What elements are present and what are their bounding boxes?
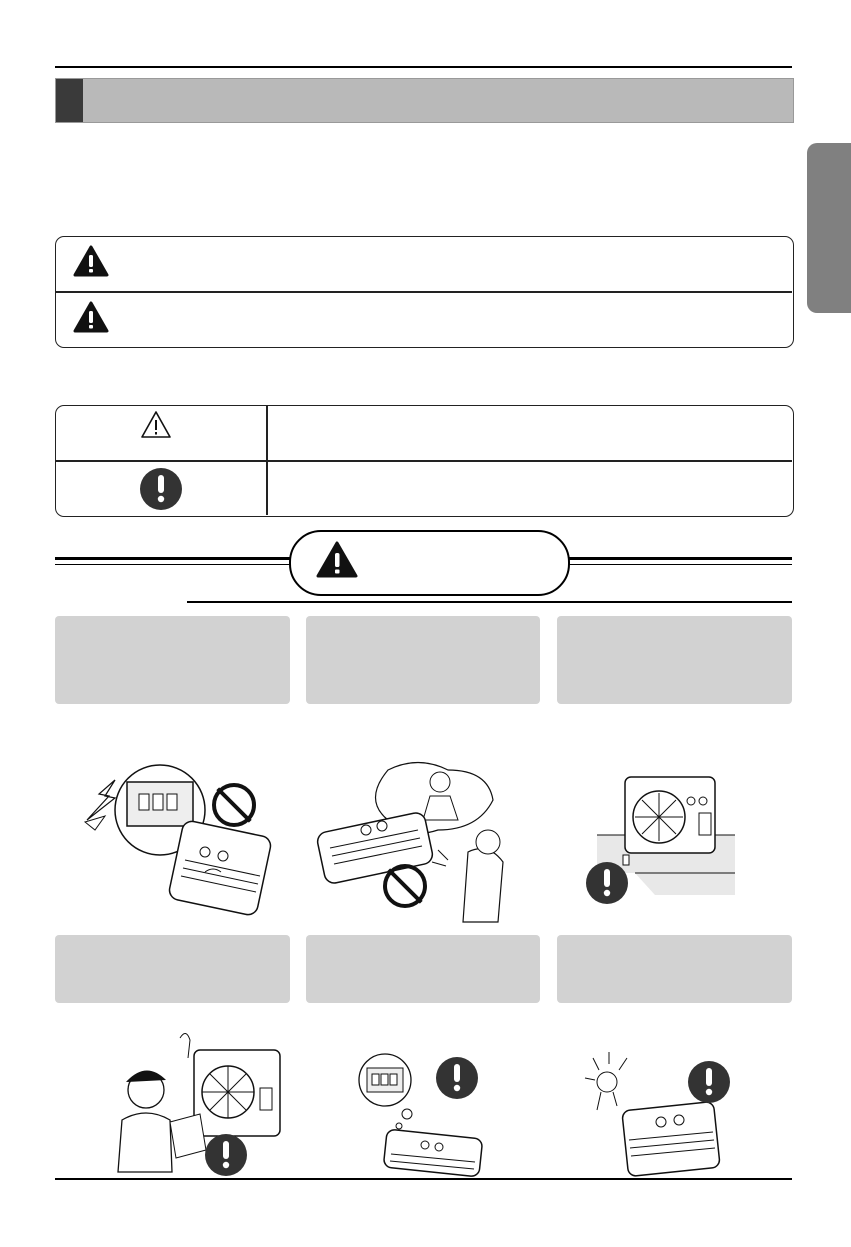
warning-triangle-icon xyxy=(73,301,109,333)
bottom-rule xyxy=(55,1178,792,1180)
instruction-card-4 xyxy=(55,935,290,1003)
section-rule-left-top xyxy=(55,557,291,560)
installer-manual-illustration xyxy=(110,1030,290,1175)
header-marker xyxy=(56,79,83,122)
warning-triangle-icon xyxy=(316,541,358,579)
instruction-card-6 xyxy=(557,935,792,1003)
box-divider xyxy=(56,291,792,293)
power-switch-illustration xyxy=(85,760,285,920)
no-sign-icon xyxy=(212,783,256,827)
caution-triangle-outline-icon xyxy=(140,410,172,440)
exclamation-circle-icon xyxy=(688,1061,730,1103)
chapter-tab[interactable] xyxy=(807,143,851,313)
subsection-rule xyxy=(187,601,792,603)
symbol-table-divider xyxy=(56,460,792,462)
warning-triangle-icon xyxy=(73,245,109,277)
instruction-card-5 xyxy=(306,935,540,1003)
exclamation-circle-icon xyxy=(205,1134,247,1176)
no-sign-icon xyxy=(383,864,427,908)
exclamation-circle-icon xyxy=(586,862,628,904)
instruction-card-3 xyxy=(557,616,792,704)
instruction-card-2 xyxy=(306,616,540,704)
instruction-card-1 xyxy=(55,616,290,704)
exclamation-circle-icon xyxy=(140,468,182,510)
top-rule xyxy=(55,66,792,68)
section-rule-left-bottom xyxy=(55,564,291,565)
section-header-bar xyxy=(55,78,794,123)
section-rule-right-bottom xyxy=(564,564,792,565)
exclamation-circle-icon xyxy=(436,1057,478,1099)
section-rule-right-top xyxy=(564,557,792,560)
